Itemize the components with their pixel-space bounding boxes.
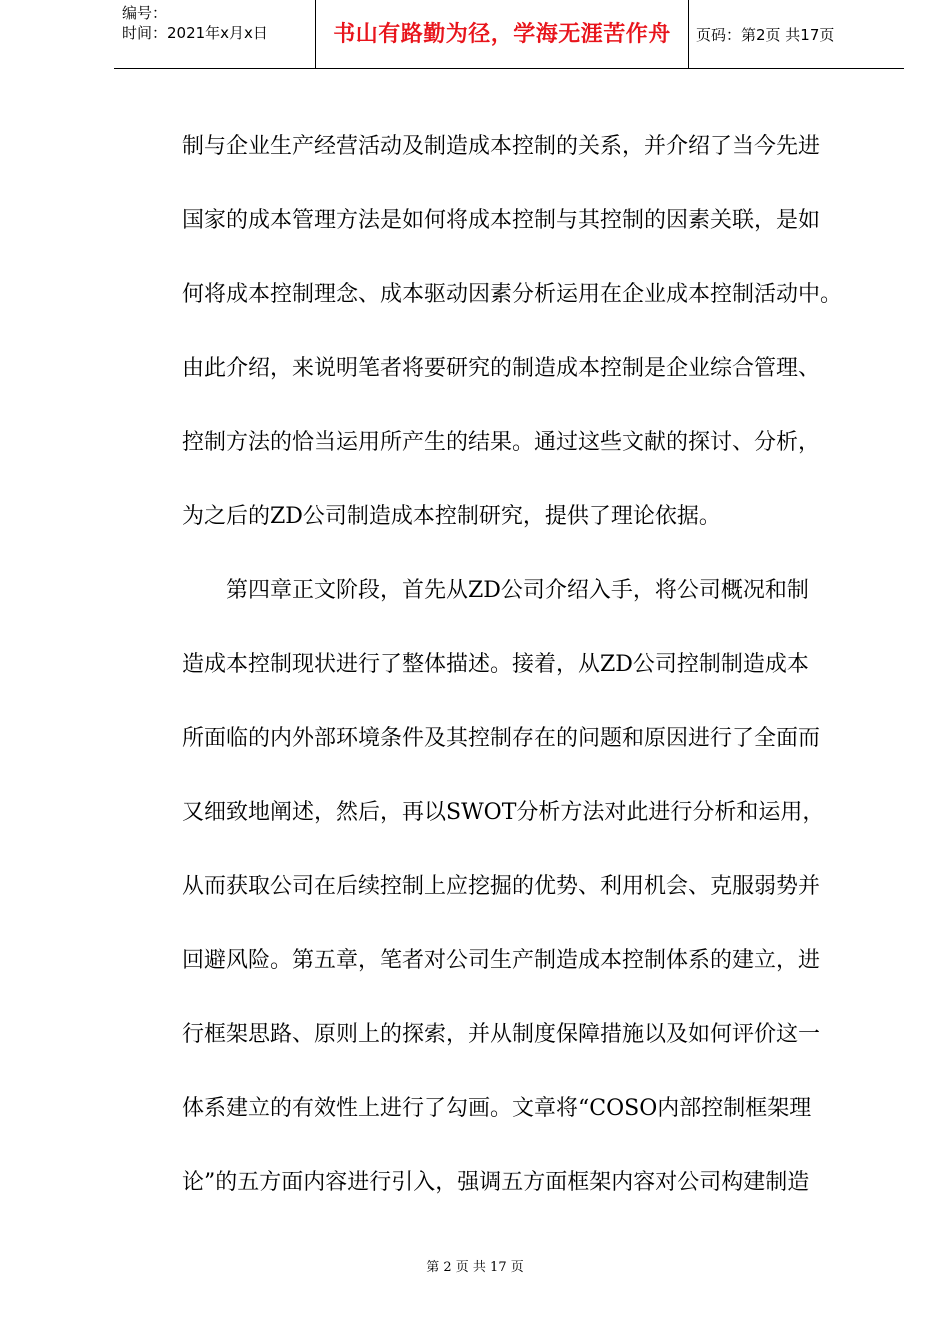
body-line: 论”的五方面内容进行引入，强调五方面框架内容对公司构建制造 [182, 1170, 810, 1195]
header-page-info: 页码：第2页 共17页 [696, 26, 835, 44]
body-line: 从而获取公司在后续控制上应挖掘的优势、利用机会、克服弱势并 [182, 874, 821, 899]
body-line: 为之后的ZD公司制造成本控制研究，提供了理论依据。 [182, 504, 721, 529]
body-line: 所面临的内外部环境条件及其控制存在的问题和原因进行了全面而 [182, 726, 821, 751]
body-line: 造成本控制现状进行了整体描述。接着，从ZD公司控制制造成本 [182, 652, 809, 677]
page-header [114, 0, 904, 69]
body-text [182, 110, 842, 1220]
body-line: 回避风险。第五章，笔者对公司生产制造成本控制体系的建立，进 [182, 948, 821, 973]
body-line: 控制方法的恰当运用所产生的结果。通过这些文献的探讨、分析， [182, 430, 821, 455]
header-motto: 书山有路勤为径，学海无涯苦作舟 [333, 22, 671, 47]
header-meta [114, 0, 314, 68]
document-number-label: 编号： [122, 4, 168, 22]
body-line: 国家的成本管理方法是如何将成本控制与其控制的因素关联，是如 [182, 208, 821, 233]
body-line: 体系建立的有效性上进行了勾画。文章将“COSO内部控制框架理 [182, 1096, 812, 1121]
body-line: 又细致地阐述，然后，再以SWOT分析方法对此进行分析和运用， [182, 800, 825, 825]
body-line: 由此介绍，来说明笔者将要研究的制造成本控制是企业综合管理、 [182, 356, 821, 381]
body-line: 何将成本控制理念、成本驱动因素分析运用在企业成本控制活动中。 [182, 282, 843, 307]
header-divider [688, 0, 689, 68]
body-line: 第四章正文阶段，首先从ZD公司介绍入手，将公司概况和制 [226, 578, 809, 603]
body-line: 行框架思路、原则上的探索，并从制度保障措施以及如何评价这一 [182, 1022, 821, 1047]
page-footer: 第 2 页 共 17 页 [426, 1260, 524, 1275]
document-date: 时间：2021年x月x日 [122, 24, 268, 42]
body-line: 制与企业生产经营活动及制造成本控制的关系，并介绍了当今先进 [182, 134, 821, 159]
